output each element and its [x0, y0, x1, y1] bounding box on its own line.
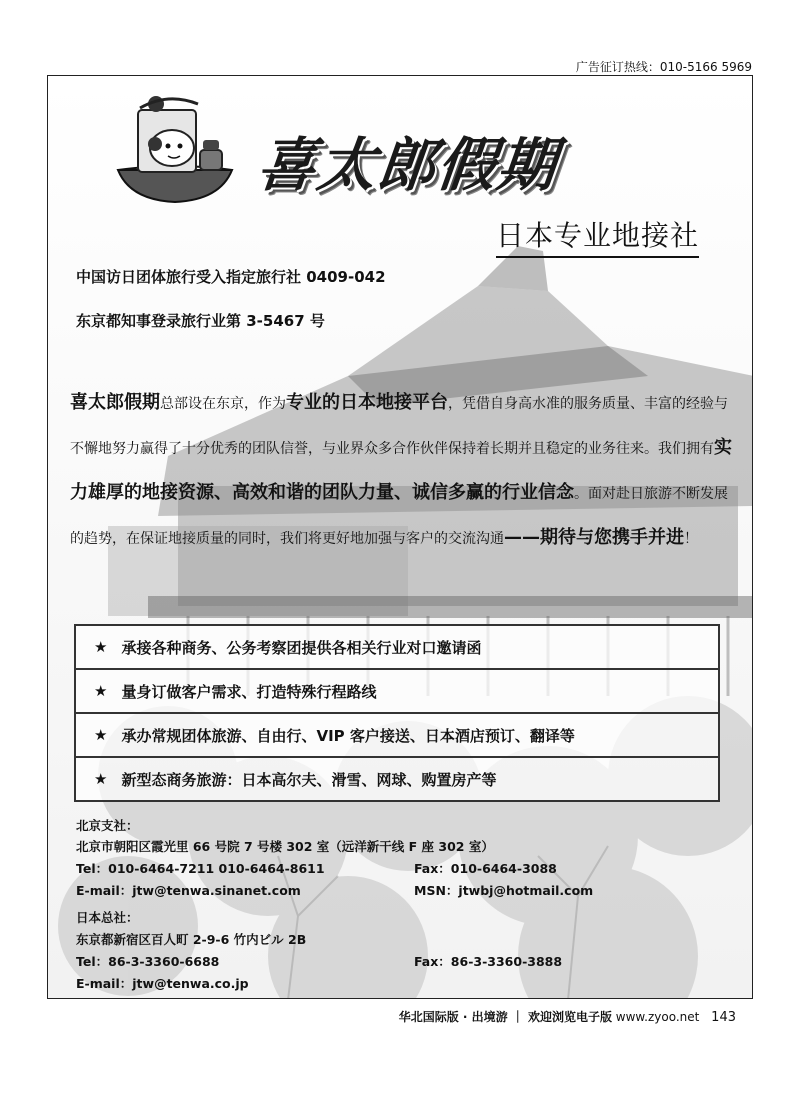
beijing-heading: 北京支社：	[76, 818, 139, 833]
service-item	[76, 670, 718, 714]
page-number: 143	[711, 1010, 736, 1025]
intro-highlight: 实力雄厚的地接资源、高效和谐的团队力量、诚信多赢的行业信念	[70, 437, 732, 503]
service-item	[76, 758, 718, 800]
service-item	[76, 714, 718, 758]
publication-label: 华北国际版 · 出境游 ｜ 欢迎浏览电子版	[398, 1010, 612, 1024]
japan-heading: 日本总社：	[76, 910, 139, 925]
japan-tel: Tel：86-3-3360-6688	[76, 954, 220, 969]
brand-subtitle: 日本专业地接社	[496, 214, 699, 258]
beijing-address: 北京市朝阳区霞光里 66 号院 7 号楼 302 室（远洋新干线 F 座 302 室）	[76, 839, 494, 854]
brand-mascot-logo	[110, 92, 240, 212]
service-label: 量身订做客户需求、打造特殊行程路线	[121, 682, 377, 701]
beijing-tel: Tel：010-6464-7211 010-6464-8611	[76, 861, 325, 876]
beijing-email: E-mail：jtw@tenwa.sinanet.com	[76, 883, 301, 898]
intro-text: 。面对赴日旅游不断发展的趋势，在保证地接质量的同时，我们将更好地加强与客户的交流沟通	[70, 486, 728, 547]
license-line: 东京都知事登录旅行业第 3-5467 号	[76, 312, 325, 330]
service-item	[76, 626, 718, 670]
star-icon: ★	[94, 770, 108, 788]
intro-highlight: 专业的日本地接平台	[286, 392, 448, 413]
page-footer	[399, 1008, 736, 1025]
service-label: 承接各种商务、公务考察团提供各相关行业对口邀请函	[121, 638, 482, 657]
services-list	[74, 624, 720, 802]
star-icon: ★	[94, 726, 108, 744]
service-label: 承办常规团体旅游、自由行、VIP 客户接送、日本酒店预订、翻译等	[121, 726, 575, 745]
intro-text: ，凭借自身高水准的服务质量、丰富的经验与不懈地努力赢得了十分优秀的团队信誉，与业界众多合作伙伴保持着长期并且稳定的业务往来。我们拥有	[70, 396, 728, 457]
ad-frame	[47, 75, 753, 999]
service-label: 新型态商务旅游：日本高尔夫、滑雪、网球、购置房产等	[121, 770, 497, 789]
intro-text: ！	[684, 531, 698, 547]
ad-hotline: 广告征订热线：010-5166 5969	[575, 60, 752, 74]
japan-email: E-mail：jtw@tenwa.co.jp	[76, 976, 249, 991]
intro-paragraph	[70, 381, 736, 561]
intro-text: 总部设在东京，作为	[160, 396, 286, 412]
star-icon: ★	[94, 638, 108, 656]
japan-address: 东京都新宿区百人町 2-9-6 竹内ビル 2B	[76, 932, 307, 947]
website-link[interactable]: www.zyoo.net	[615, 1010, 700, 1024]
beijing-msn: MSN：jtwbj@hotmail.com	[414, 883, 594, 898]
intro-highlight: ——期待与您携手并进	[504, 527, 684, 548]
beijing-fax: Fax：010-6464-3088	[414, 861, 557, 876]
japan-fax: Fax：86-3-3360-3888	[414, 954, 563, 969]
license-line: 中国访日团体旅行受入指定旅行社 0409-042	[76, 268, 386, 286]
brand-name: 喜太郎假期	[253, 131, 562, 199]
intro-highlight: 喜太郎假期	[70, 392, 160, 413]
star-icon: ★	[94, 682, 108, 700]
